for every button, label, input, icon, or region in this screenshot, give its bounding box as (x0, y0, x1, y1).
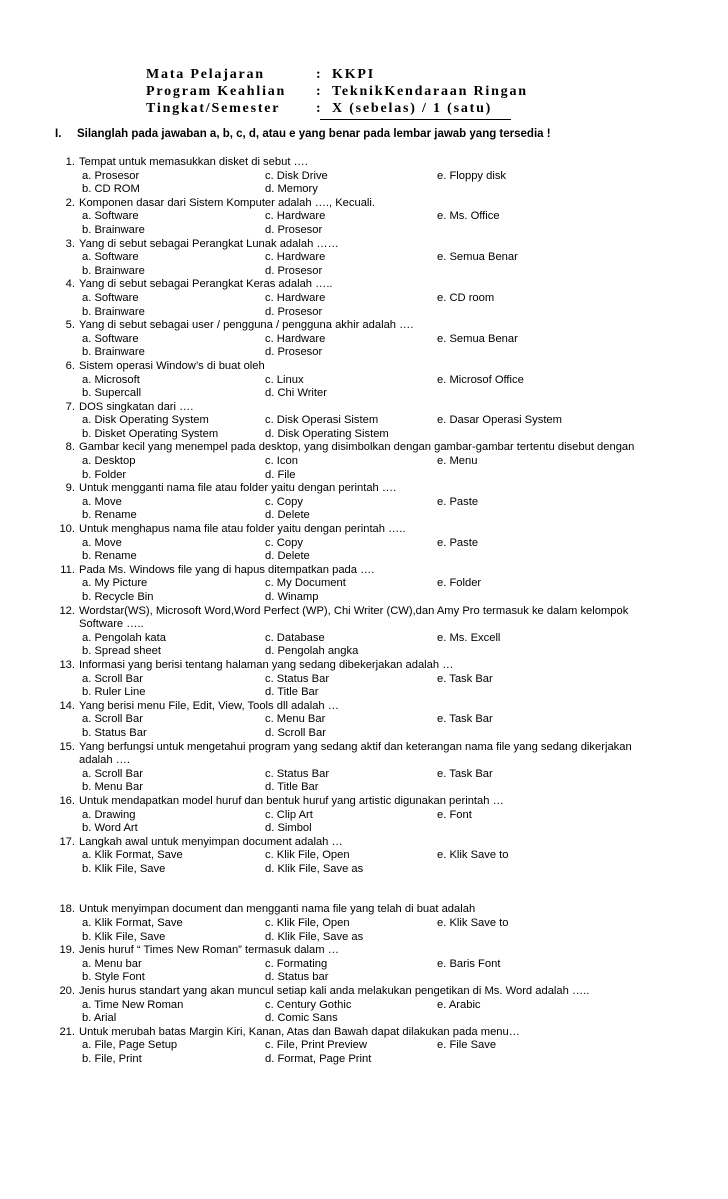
question-text: Pada Ms. Windows file yang di hapus ditempatkan pada …. (79, 563, 375, 576)
question-text-line (57, 754, 727, 768)
question-number: 13. (59, 658, 75, 671)
option-b: b. Brainware (82, 305, 145, 318)
option-a: a. Scroll Bar (82, 672, 143, 685)
option-d: d. Delete (265, 550, 310, 563)
question-text-line (57, 441, 727, 455)
question-text-line (57, 618, 727, 632)
option-b: b. Menu Bar (82, 781, 143, 794)
option-b: b. CD ROM (82, 183, 140, 196)
question-text: Yang di sebut sebagai user / pengguna / pengguna akhir adalah …. (79, 319, 414, 332)
option-a: a. File, Page Setup (82, 1039, 178, 1052)
question-text: Jenis huruf “ Times New Roman” termasuk dalam … (79, 944, 339, 957)
question-number: 17. (59, 835, 75, 848)
option-b: b. File, Print (82, 1053, 142, 1065)
options-row (57, 686, 727, 700)
options-row (57, 863, 727, 877)
question-text-line (57, 523, 727, 537)
question-text-line (57, 741, 727, 755)
option-b: b. Klik File, Save (82, 930, 166, 943)
question-text: Yang berisi menu File, Edit, View, Tools dll adalah … (79, 699, 339, 712)
option-e: e. Task Bar (437, 672, 493, 685)
question-text-line (57, 401, 727, 415)
option-b: b. Arial (82, 1012, 117, 1025)
option-a: a. Software (82, 291, 139, 304)
level-sep: : (316, 101, 323, 116)
instruction-text: Silanglah pada jawaban a, b, c, d, atau e yang benar pada lembar jawab yang tersedia ! (77, 128, 551, 140)
option-e: e. Menu (437, 455, 478, 468)
option-a: a. Microsoft (82, 373, 140, 386)
question-text-line (57, 360, 727, 374)
options-row (57, 346, 727, 360)
question-list (57, 156, 727, 1067)
options-row (57, 455, 727, 469)
option-c: c. Disk Drive (265, 169, 328, 182)
option-d: d. Format, Page Print (265, 1053, 372, 1065)
question-number: 8. (65, 441, 75, 454)
option-e: e. CD room (437, 291, 495, 304)
option-b: b. Recycle Bin (82, 591, 154, 603)
question-number: 7. (65, 400, 75, 413)
question-text: Informasi yang berisi tentang halaman yang sedang dibekerjakan adalah … (79, 658, 454, 671)
option-b: b. Status Bar (82, 726, 147, 739)
option-a: a. Menu bar (82, 957, 142, 970)
program-value: TeknikKendaraan Ringan (332, 84, 528, 99)
option-e: e. Task Bar (437, 767, 493, 780)
options-row (57, 727, 727, 741)
question-text: adalah …. (79, 754, 130, 767)
options-row (57, 224, 727, 238)
question-text-line (57, 836, 727, 850)
option-d: d. Delete (265, 509, 310, 522)
options-row (57, 958, 727, 972)
option-d: d. Chi Writer (265, 387, 327, 400)
options-row (57, 265, 727, 279)
option-b: b. Brainware (82, 223, 145, 236)
option-c: c. Copy (265, 495, 303, 508)
option-e: e. Paste (437, 536, 479, 549)
options-row (57, 1053, 727, 1067)
option-a: a. Software (82, 251, 139, 264)
option-e: e. Folder (437, 577, 482, 590)
option-b: b. Rename (82, 550, 137, 563)
question-number: 6. (65, 359, 75, 372)
options-row (57, 713, 727, 727)
question-text-line (57, 238, 727, 252)
options-row (57, 917, 727, 931)
option-b: b. Klik File, Save (82, 862, 166, 875)
question-text-line (57, 605, 727, 619)
option-d: d. Title Bar (265, 686, 319, 699)
option-e: e. File Save (437, 1039, 497, 1052)
question-number: 18. (59, 903, 75, 916)
header-row-program (146, 83, 528, 100)
question-number: 20. (59, 985, 75, 998)
option-b: b. Rename (82, 509, 137, 522)
exam-header (146, 66, 528, 117)
option-a: a. Desktop (82, 455, 136, 468)
question-text-line (57, 197, 727, 211)
option-c: c. Disk Operasi Sistem (265, 414, 379, 427)
question-text-line (57, 1026, 727, 1040)
question-text: DOS singkatan dari …. (79, 400, 194, 413)
question-text-line (57, 903, 727, 917)
option-a: a. Klik Format, Save (82, 917, 183, 930)
question-text: Yang di sebut sebagai Perangkat Lunak adalah …… (79, 237, 339, 250)
option-c: c. Copy (265, 536, 303, 549)
header-row-level (146, 100, 528, 117)
option-e: e. Dasar Operasi System (437, 414, 562, 427)
options-row (57, 1039, 727, 1053)
question-text-line (57, 944, 727, 958)
question-number: 14. (59, 699, 75, 712)
options-row (57, 809, 727, 823)
option-c: c. Status Bar (265, 672, 330, 685)
option-c: c. Hardware (265, 291, 326, 304)
question-number: 5. (65, 319, 75, 332)
level-value: X (sebelas) / 1 (satu) (332, 101, 493, 116)
question-number: 16. (59, 794, 75, 807)
page-gap (57, 876, 727, 903)
option-d: d. Prosesor (265, 264, 323, 277)
option-d: d. Winamp (265, 591, 319, 603)
question-text: Gambar kecil yang menempel pada desktop, yang disimbolkan dengan gambar-gambar tertentu disebut dengan (79, 441, 635, 454)
options-row (57, 591, 727, 605)
option-a: a. Software (82, 210, 139, 223)
option-b: b. Ruler Line (82, 686, 146, 699)
option-a: a. Prosesor (82, 169, 140, 182)
option-d: d. Scroll Bar (265, 726, 326, 739)
option-a: a. Klik Format, Save (82, 849, 183, 862)
option-c: c. Menu Bar (265, 713, 326, 726)
options-row (57, 768, 727, 782)
options-row (57, 645, 727, 659)
options-row (57, 781, 727, 795)
section-number: I. (55, 128, 62, 140)
question-text-line (57, 700, 727, 714)
option-c: c. Klik File, Open (265, 849, 350, 862)
option-b: b. Brainware (82, 264, 145, 277)
option-c: c. Hardware (265, 251, 326, 264)
option-b: b. Brainware (82, 346, 145, 359)
question-number: 3. (65, 237, 75, 250)
options-row (57, 292, 727, 306)
options-row (57, 170, 727, 184)
option-b: b. Folder (82, 468, 127, 481)
option-b: b. Supercall (82, 387, 142, 400)
option-e: e. Microsof Office (437, 373, 524, 386)
question-number: 9. (65, 482, 75, 495)
option-d: d. Prosesor (265, 305, 323, 318)
option-a: a. Scroll Bar (82, 767, 143, 780)
question-number: 11. (60, 563, 75, 576)
subject-sep: : (316, 67, 323, 82)
options-row (57, 822, 727, 836)
option-a: a. Scroll Bar (82, 713, 143, 726)
question-text: Untuk mengganti nama file atau folder yaitu dengan perintah …. (79, 482, 397, 495)
options-row (57, 428, 727, 442)
question-text: Untuk merubah batas Margin Kiri, Kanan, Atas dan Bawah dapat dilakukan pada menu… (79, 1025, 520, 1038)
options-row (57, 387, 727, 401)
option-d: d. Memory (265, 183, 318, 196)
option-c: c. Clip Art (265, 808, 313, 821)
option-c: c. Linux (265, 373, 304, 386)
option-b: b. Spread sheet (82, 645, 161, 658)
option-c: c. Formating (265, 957, 328, 970)
program-sep: : (316, 84, 323, 99)
option-b: b. Word Art (82, 822, 138, 835)
question-number: 21. (59, 1025, 75, 1038)
question-text-line (57, 659, 727, 673)
option-e: e. Arabic (437, 998, 481, 1011)
option-c: c. My Document (265, 577, 346, 590)
option-d: d. Prosesor (265, 223, 323, 236)
options-row (57, 210, 727, 224)
option-a: a. Drawing (82, 808, 136, 821)
question-text-line (57, 156, 727, 170)
subject-label: Mata Pelajaran (146, 67, 265, 82)
options-row (57, 251, 727, 265)
option-d: d. Klik File, Save as (265, 862, 364, 875)
question-text: Yang di sebut sebagai Perangkat Keras adalah ….. (79, 278, 333, 291)
option-a: a. Move (82, 536, 122, 549)
option-a: a. Move (82, 495, 122, 508)
options-row (57, 183, 727, 197)
options-row (57, 550, 727, 564)
question-text: Jenis hurus standart yang akan muncul setiap kali anda melakukan pengetikan di Ms. Word adalah ….. (79, 985, 590, 998)
option-b: b. Style Font (82, 971, 145, 984)
question-text: Tempat untuk memasukkan disket di sebut …. (79, 156, 308, 168)
level-label: Tingkat/Semester (146, 101, 281, 116)
option-c: c. Klik File, Open (265, 917, 350, 930)
option-e: e. Semua Benar (437, 332, 518, 345)
option-c: c. Hardware (265, 332, 326, 345)
option-e: e. Klik Save to (437, 849, 509, 862)
options-row (57, 537, 727, 551)
question-number: 15. (59, 740, 75, 753)
section-instruction (55, 128, 551, 140)
options-row (57, 971, 727, 985)
option-e: e. Font (437, 808, 472, 821)
question-number: 12. (59, 604, 75, 617)
option-d: d. Title Bar (265, 781, 319, 794)
option-e: e. Ms. Excell (437, 631, 501, 644)
option-d: d. Pengolah angka (265, 645, 359, 658)
option-c: c. Icon (265, 455, 298, 468)
option-e: e. Semua Benar (437, 251, 518, 264)
options-row (57, 931, 727, 945)
question-number: 4. (65, 278, 75, 291)
question-text: Yang berfungsi untuk mengetahui program yang sedang aktif dan keterangan nama file yang sedang dikerjakan (79, 740, 632, 753)
option-a: a. Disk Operating System (82, 414, 209, 427)
option-c: c. File, Print Preview (265, 1039, 367, 1052)
question-text-line (57, 985, 727, 999)
option-b: b. Disket Operating System (82, 427, 219, 440)
option-d: d. Simbol (265, 822, 312, 835)
question-text-line (57, 482, 727, 496)
question-text: Komponen dasar dari Sistem Komputer adalah …., Kecuali. (79, 196, 376, 209)
question-text: Sistem operasi Window’s di buat oleh (79, 359, 265, 372)
option-d: d. File (265, 468, 296, 481)
option-e: e. Task Bar (437, 713, 493, 726)
option-a: a. My Picture (82, 577, 148, 590)
header-row-subject (146, 66, 528, 83)
question-text-line (57, 564, 727, 578)
option-d: d. Klik File, Save as (265, 930, 364, 943)
option-e: e. Baris Font (437, 957, 501, 970)
option-e: e. Paste (437, 495, 479, 508)
question-number: 2. (65, 196, 75, 209)
options-row (57, 414, 727, 428)
options-row (57, 469, 727, 483)
question-number: 1. (65, 156, 75, 168)
options-row (57, 632, 727, 646)
option-a: a. Pengolah kata (82, 631, 166, 644)
option-d: d. Comic Sans (265, 1012, 338, 1025)
options-row (57, 999, 727, 1013)
options-row (57, 509, 727, 523)
subject-value: KKPI (332, 67, 375, 82)
option-c: c. Status Bar (265, 767, 330, 780)
question-text: Untuk menghapus nama file atau folder yaitu dengan perintah ….. (79, 523, 406, 536)
question-number: 10. (59, 523, 75, 536)
question-text-line (57, 795, 727, 809)
option-e: e. Floppy disk (437, 169, 507, 182)
question-text: Wordstar(WS), Microsoft Word,Word Perfect (WP), Chi Writer (CW),dan Amy Pro termasuk ke dalam kelompok (79, 604, 629, 617)
question-text: Untuk menyimpan document dan mengganti nama file yang telah di buat adalah (79, 903, 476, 916)
option-d: d. Disk Operating Sistem (265, 427, 389, 440)
question-text: Langkah awal untuk menyimpan document adalah … (79, 835, 343, 848)
option-d: d. Status bar (265, 971, 329, 984)
options-row (57, 333, 727, 347)
option-c: c. Hardware (265, 210, 326, 223)
option-c: c. Century Gothic (265, 998, 352, 1011)
options-row (57, 1012, 727, 1026)
options-row (57, 673, 727, 687)
option-a: a. Time New Roman (82, 998, 184, 1011)
question-text-line (57, 278, 727, 292)
question-text: Untuk mendapatkan model huruf dan bentuk huruf yang artistic digunakan perintah … (79, 794, 504, 807)
header-underline (320, 119, 511, 120)
options-row (57, 374, 727, 388)
option-a: a. Software (82, 332, 139, 345)
options-row (57, 577, 727, 591)
program-label: Program Keahlian (146, 84, 287, 99)
option-d: d. Prosesor (265, 346, 323, 359)
options-row (57, 849, 727, 863)
question-text: Software ….. (79, 618, 144, 631)
options-row (57, 496, 727, 510)
option-c: c. Database (265, 631, 325, 644)
question-text-line (57, 319, 727, 333)
question-number: 19. (59, 944, 75, 957)
option-e: e. Ms. Office (437, 210, 500, 223)
option-e: e. Klik Save to (437, 917, 509, 930)
options-row (57, 306, 727, 320)
